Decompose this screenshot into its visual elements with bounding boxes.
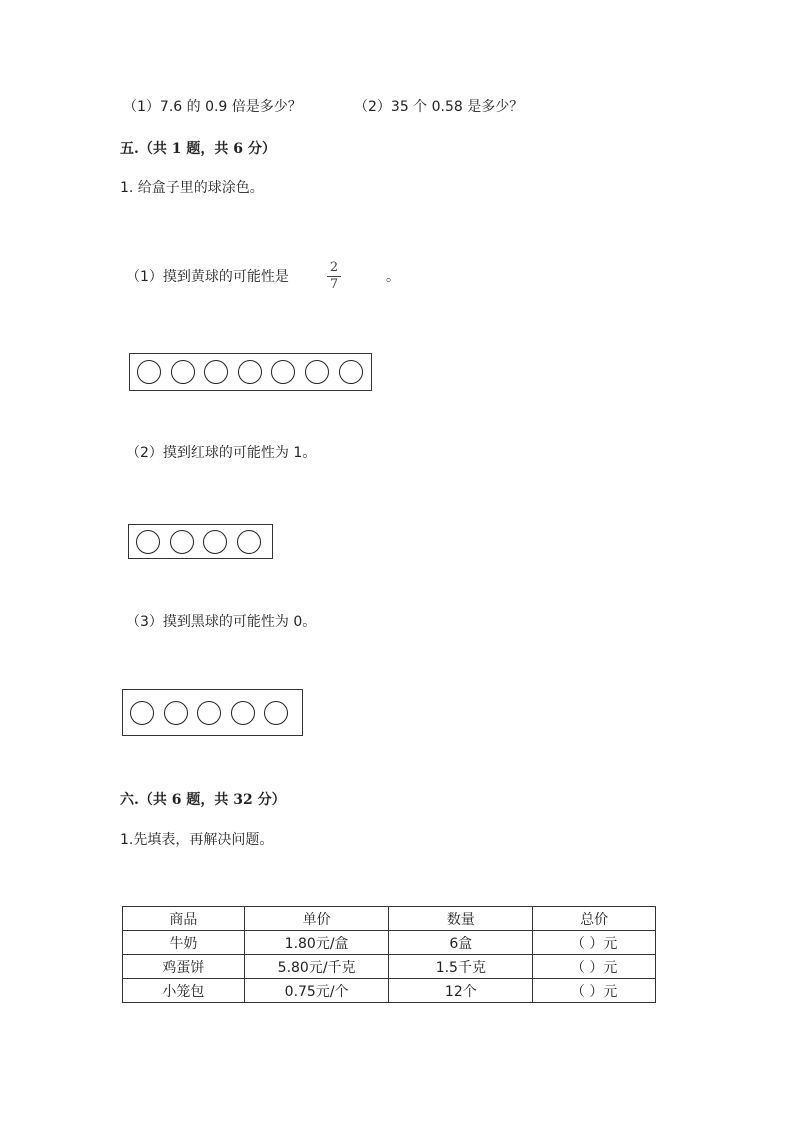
ball-circle[interactable] — [137, 360, 161, 384]
table-row — [123, 955, 656, 979]
ball-circle[interactable] — [204, 360, 228, 384]
table-cell-item: 小笼包 — [123, 979, 245, 1003]
part3-prompt: （3）摸到黑球的可能性为 0。 — [126, 614, 317, 630]
ball-circle[interactable] — [264, 701, 288, 725]
table-cell-total-blank[interactable]: （ ）元 — [533, 931, 656, 955]
table-cell-quantity: 6盒 — [389, 931, 533, 955]
ball-box-yellow — [129, 353, 372, 391]
ball-box-black — [122, 689, 303, 736]
section-six-question: 1.先填表，再解决问题。 — [120, 832, 274, 848]
part2-prompt: （2）摸到红球的可能性为 1。 — [126, 445, 317, 461]
table-cell-quantity: 1.5千克 — [389, 955, 533, 979]
ball-circle[interactable] — [136, 530, 160, 554]
table-cell-total-blank[interactable]: （ ）元 — [533, 979, 656, 1003]
table-cell-total-blank[interactable]: （ ）元 — [533, 955, 656, 979]
ball-circle[interactable] — [203, 530, 227, 554]
fraction-two-sevenths — [327, 261, 341, 292]
ball-circle[interactable] — [231, 701, 255, 725]
part1-prompt: （1）摸到黄球的可能性是 — [126, 269, 289, 285]
table-header: 单价 — [244, 907, 389, 931]
table-header: 商品 — [123, 907, 245, 931]
section-five-heading: 五.（共 1 题，共 6 分） — [120, 141, 276, 157]
fraction-denominator: 7 — [329, 277, 339, 292]
ball-circle[interactable] — [271, 360, 295, 384]
ball-circle[interactable] — [305, 360, 329, 384]
ball-circle[interactable] — [197, 701, 221, 725]
ball-circle[interactable] — [130, 701, 154, 725]
ball-circle[interactable] — [164, 701, 188, 725]
table-cell-quantity: 12个 — [389, 979, 533, 1003]
table-row — [123, 979, 656, 1003]
table-cell-item: 牛奶 — [123, 931, 245, 955]
part1-period: 。 — [386, 269, 400, 285]
price-table — [122, 906, 656, 1003]
section-six-heading: 六.（共 6 题，共 32 分） — [120, 792, 286, 808]
table-header: 数量 — [389, 907, 533, 931]
question-7-6-times: （1）7.6 的 0.9 倍是多少？ — [123, 99, 302, 115]
table-row — [123, 931, 656, 955]
fraction-numerator: 2 — [329, 260, 339, 275]
ball-circle[interactable] — [339, 360, 363, 384]
table-cell-unit-price: 0.75元/个 — [244, 979, 389, 1003]
ball-circle[interactable] — [171, 360, 195, 384]
ball-circle[interactable] — [238, 360, 262, 384]
question-35-times: （2）35 个 0.58 是多少？ — [354, 99, 524, 115]
section-five-question: 1. 给盒子里的球涂色。 — [120, 180, 264, 196]
table-cell-item: 鸡蛋饼 — [123, 955, 245, 979]
table-header: 总价 — [533, 907, 656, 931]
ball-circle[interactable] — [170, 530, 194, 554]
table-cell-unit-price: 1.80元/盒 — [244, 931, 389, 955]
ball-box-red — [128, 524, 273, 559]
table-header-row — [123, 907, 656, 931]
ball-circle[interactable] — [237, 530, 261, 554]
table-cell-unit-price: 5.80元/千克 — [244, 955, 389, 979]
